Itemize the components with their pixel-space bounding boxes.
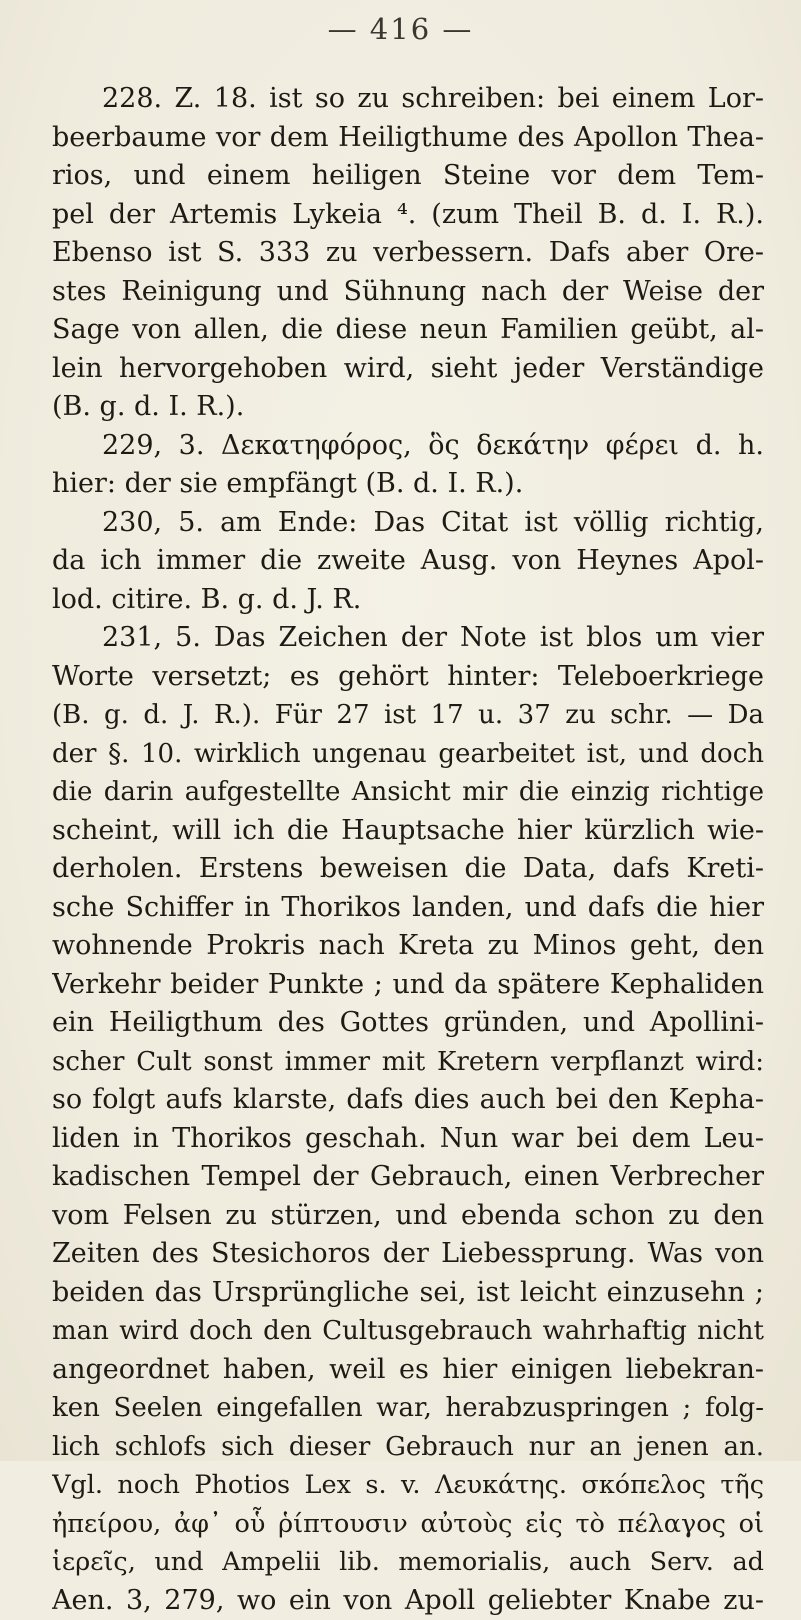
text-line: hier: der sie empfängt (B. d. I. R.). <box>52 465 764 504</box>
text-line: 228. Z. 18. ist so zu schreiben: bei einem Lor- <box>52 80 764 119</box>
text-line: (B. g. d. I. R.). <box>52 388 764 427</box>
text-line: man wird doch den Cultusgebrauch wahrhaftig nicht <box>52 1312 764 1351</box>
text-line: Verkehr beider Punkte ; und da spätere Kephaliden <box>52 966 764 1005</box>
text-line: lod. citire. B. g. d. J. R. <box>52 581 764 620</box>
text-line: angeordnet haben, weil es hier einigen liebekran- <box>52 1351 764 1390</box>
text-line: Aen. 3, 279, wo ein von Apoll geliebter Knabe zu- <box>52 1582 764 1620</box>
text-line: stes Reinigung und Sühnung nach der Weise der <box>52 273 764 312</box>
text-line: wohnende Prokris nach Kreta zu Minos geht, den <box>52 927 764 966</box>
text-line: rios, und einem heiligen Steine vor dem Tem- <box>52 157 764 196</box>
text-line: Sage von allen, die diese neun Familien geübt, al- <box>52 311 764 350</box>
text-line: Zeiten des Stesichoros der Liebessprung. Was von <box>52 1235 764 1274</box>
text-line: die darin aufgestellte Ansicht mir die einzig richtige <box>52 773 764 812</box>
text-line: ἱερεῖς, und Ampelii lib. memorialis, auch Serv. ad <box>52 1543 764 1582</box>
text-line: Worte versetzt; es gehört hinter: Teleboerkriege <box>52 658 764 697</box>
text-line: Vgl. noch Photios Lex s. v. Λευκάτης. σκόπελος τῆς <box>52 1466 764 1505</box>
text-line: lein hervorgehoben wird, sieht jeder Verständige <box>52 350 764 389</box>
text-line: pel der Artemis Lykeia ⁴. (zum Theil B. d. I. R.). <box>52 196 764 235</box>
text-line: ἠπείρου, ἀφ᾽ οὗ ῥίπτουσιν αὐτοὺς εἰς τὸ πέλαγος οἱ <box>52 1505 764 1544</box>
text-line: ein Heiligthum des Gottes gründen, und Apollini- <box>52 1004 764 1043</box>
text-line: scher Cult sonst immer mit Kretern verpflanzt wird: <box>52 1043 764 1082</box>
text-line: ken Seelen eingefallen war, herabzuspringen ; folg- <box>52 1389 764 1428</box>
text-line: 231, 5. Das Zeichen der Note ist blos um vier <box>52 619 764 658</box>
text-line: beiden das Ursprüngliche sei, ist leicht einzusehn ; <box>52 1274 764 1313</box>
page-number: — 416 — <box>0 12 801 46</box>
page-body <box>52 80 764 1620</box>
text-line: da ich immer die zweite Ausg. von Heynes Apol- <box>52 542 764 581</box>
text-line: der §. 10. wirklich ungenau gearbeitet ist, und doch <box>52 735 764 774</box>
text-line: beerbaume vor dem Heiligthume des Apollon Thea- <box>52 119 764 158</box>
text-line: scheint, will ich die Hauptsache hier kürzlich wie- <box>52 812 764 851</box>
text-line: derholen. Erstens beweisen die Data, dafs Kreti- <box>52 850 764 889</box>
text-line: 230, 5. am Ende: Das Citat ist völlig richtig, <box>52 504 764 543</box>
text-line: so folgt aufs klarste, dafs dies auch bei den Kepha- <box>52 1081 764 1120</box>
text-line: vom Felsen zu stürzen, und ebenda schon zu den <box>52 1197 764 1236</box>
text-line: sche Schiffer in Thorikos landen, und dafs die hier <box>52 889 764 928</box>
text-line: (B. g. d. J. R.). Für 27 ist 17 u. 37 zu schr. — Da <box>52 696 764 735</box>
text-line: 229, 3. Δεκατηφόρος, ὃς δεκάτην φέρει d. h. <box>52 427 764 466</box>
text-line: lich schlofs sich dieser Gebrauch nur an jenen an. <box>52 1428 764 1467</box>
text-line: liden in Thorikos geschah. Nun war bei dem Leu- <box>52 1120 764 1159</box>
text-line: Ebenso ist S. 333 zu verbessern. Dafs aber Ore- <box>52 234 764 273</box>
text-line: kadischen Tempel der Gebrauch, einen Verbrecher <box>52 1158 764 1197</box>
